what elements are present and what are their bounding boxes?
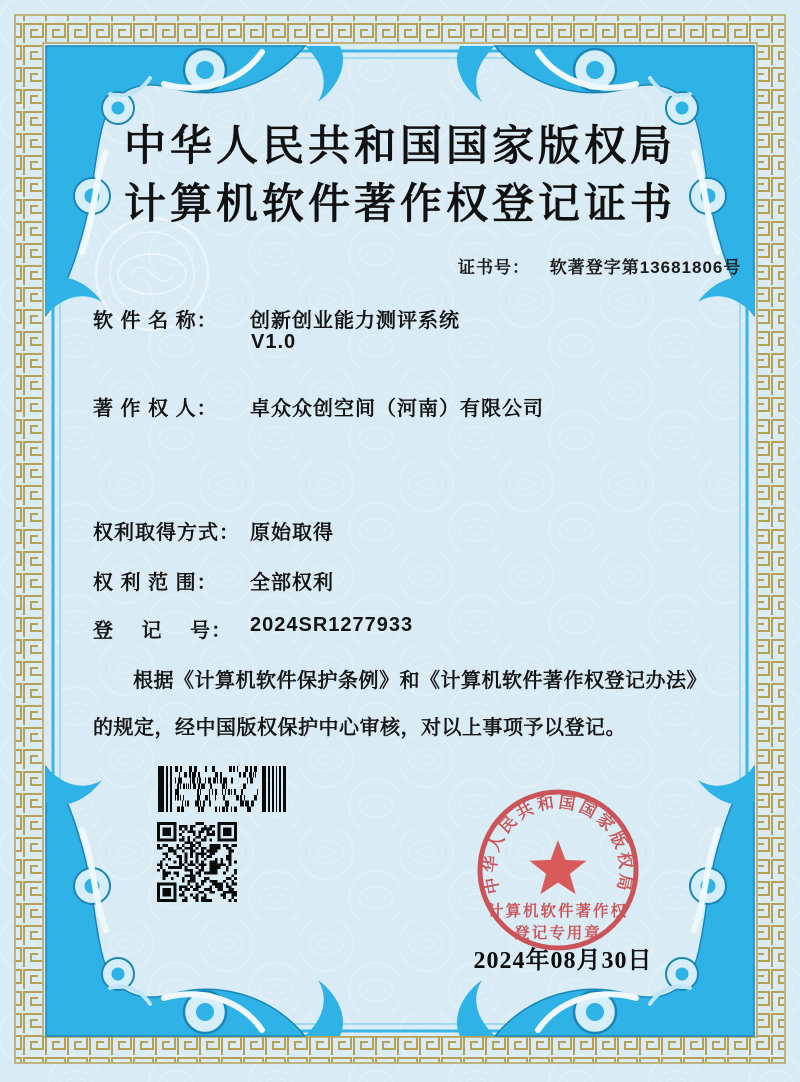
issuer-title: 中华人民共和国国家版权局 [123, 124, 676, 170]
software-version-value: V1.0 [251, 331, 297, 353]
qr-code [157, 822, 237, 902]
registration-number-value: 2024SR1277933 [250, 614, 414, 636]
software-name-label: 软 件 名 称： [93, 310, 218, 332]
seal-text-line1: 计算机软件著作权 [487, 903, 629, 920]
seal-text-line2: 登记专用章 [514, 925, 602, 942]
rights-acquisition-value: 原始取得 [250, 522, 334, 544]
registration-statement: 根据《计算机软件保护条例》和《计算机软件著作权登记办法》的规定，经中国版权保护中心审核，对以上事项予以登记。 [93, 670, 707, 739]
registration-date: 2024年08月30日 [473, 948, 653, 974]
rights-scope-value: 全部权利 [250, 572, 334, 594]
pdf417-barcode [158, 766, 286, 812]
software-name-value: 创新创业能力测评系统 [250, 310, 460, 332]
rights-scope-label: 权 利 范 围： [93, 572, 218, 594]
seal-star-icon [529, 840, 586, 894]
certificate-number-value: 软著登字第13681806号 [549, 258, 742, 277]
copyright-owner-value: 卓众众创空间（河南）有限公司 [250, 398, 544, 420]
copyright-owner-label: 著 作 权 人： [93, 398, 218, 420]
certificate-number-line [458, 253, 741, 278]
seal-arc-text: 中华人民共和国国家版权局 [480, 792, 636, 896]
registration-number-label: 登 记 号： [93, 620, 233, 642]
certificate-number-label: 证书号： [458, 258, 530, 277]
document-title: 计算机软件著作权登记证书 [123, 182, 676, 228]
rights-acquisition-label: 权利取得方式： [93, 522, 240, 544]
